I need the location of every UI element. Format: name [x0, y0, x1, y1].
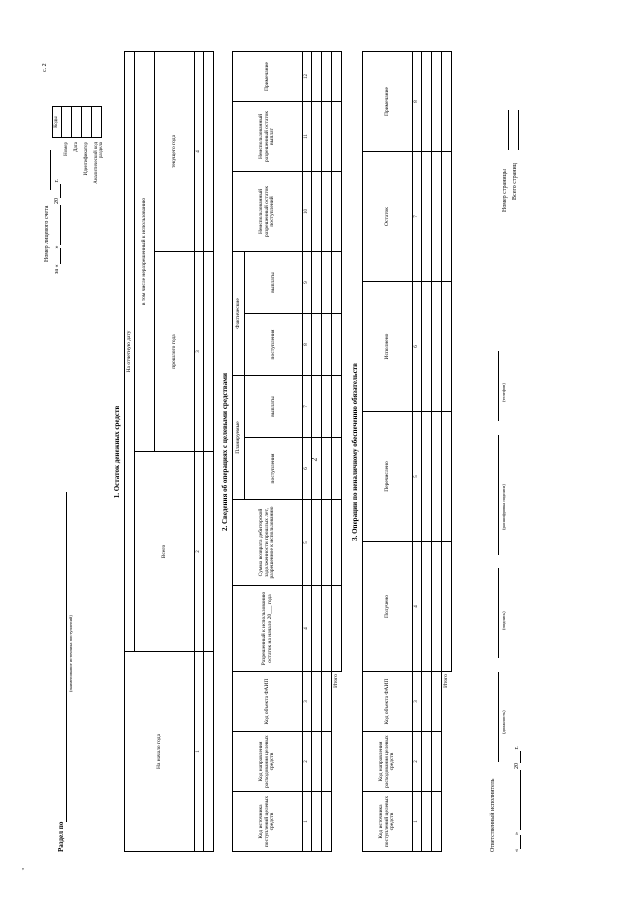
- s2-cell[interactable]: [322, 171, 332, 251]
- code-label-number: Номер: [64, 142, 69, 156]
- s2-cell[interactable]: [312, 500, 322, 586]
- section1-title: 1. Остаток денежных средств: [113, 405, 121, 499]
- code-label-id: Идентификатор: [84, 142, 89, 176]
- s3-num-6: 6: [413, 282, 422, 412]
- code-label-date: Дата: [74, 142, 79, 152]
- s2-total-cell[interactable]: [332, 500, 342, 586]
- year-line: [54, 184, 61, 198]
- s2-num-9: 9: [303, 251, 312, 313]
- code-label-analytic: Аналитический код раздела: [94, 142, 105, 184]
- section2-title: 2. Сведения об операциях с целевыми средствами: [221, 373, 229, 531]
- s2-num-7: 7: [303, 376, 312, 438]
- corner-mark: с. 2: [42, 63, 48, 72]
- s2-cell[interactable]: [312, 792, 322, 852]
- s3-num-5: 5: [413, 412, 422, 542]
- s3-cell[interactable]: [422, 792, 432, 852]
- s2-cell[interactable]: [312, 101, 322, 171]
- s2-h-note: Примечание: [233, 51, 303, 101]
- s2-cell[interactable]: [322, 376, 332, 438]
- section-label: Раздел по: [57, 821, 65, 852]
- s2-num-3: 3: [303, 672, 312, 732]
- caption-phone: (телефон): [501, 383, 506, 402]
- s2-total-cell[interactable]: [332, 314, 342, 376]
- s3-total-cell[interactable]: [442, 52, 452, 152]
- s3-h-direction: Код направления расходования целевых средств: [363, 732, 413, 792]
- footer-date-open: «: [514, 849, 520, 852]
- day-line: [54, 248, 61, 264]
- s3-num-2: 2: [413, 732, 422, 792]
- s2-cell[interactable]: [322, 51, 332, 101]
- s3-h-balance: Остаток: [363, 152, 413, 282]
- s2-total-cell[interactable]: [332, 101, 342, 171]
- s3-cell[interactable]: [432, 152, 442, 282]
- year-prefix: 20: [54, 197, 60, 204]
- s2-cell[interactable]: [322, 586, 332, 672]
- month-line: [54, 205, 61, 245]
- footer-day-line[interactable]: [514, 835, 521, 849]
- s2-total-cell[interactable]: [332, 438, 342, 500]
- s2-total-label: Итого: [332, 674, 339, 688]
- s2-h-source: Код источника поступлений целевых средств: [233, 792, 303, 852]
- s2-total-cell[interactable]: [332, 586, 342, 672]
- s2-cell[interactable]: [312, 586, 322, 672]
- s1-value-start[interactable]: [204, 652, 214, 852]
- s2-num-4: 4: [303, 586, 312, 672]
- code-cell-id[interactable]: [82, 107, 92, 138]
- s2-h-planned-income: поступления: [245, 438, 303, 500]
- s3-cell[interactable]: [422, 412, 432, 542]
- s3-num-4: 4: [413, 542, 422, 672]
- s3-num-3: 3: [413, 672, 422, 732]
- s2-h-actual: Фактические: [233, 251, 245, 375]
- code-cell-number[interactable]: [62, 107, 72, 138]
- s2-h-permitted: Разрешенный к использованию остаток на начало 20___ года: [233, 586, 303, 672]
- responsible-label: Ответственный исполнитель: [490, 778, 496, 852]
- section-name-line: [66, 492, 67, 822]
- s2-cell[interactable]: [322, 101, 332, 171]
- account-line: [50, 150, 51, 190]
- s1-col-start: На начало года: [125, 652, 195, 852]
- s2-h-unused-payments: Неиспользованный разрешенный остаток выплат: [233, 101, 303, 171]
- year-suffix: г.: [54, 179, 60, 183]
- date-line: [54, 179, 61, 274]
- s2-h-direction: Код направления расходования целевых средств: [233, 732, 303, 792]
- s2-h-return: Сумма возврата дебиторской задолженности прошлых лет, разрешенное к использованию: [233, 500, 303, 586]
- s3-cell[interactable]: [422, 542, 432, 672]
- s2-cell[interactable]: [322, 251, 332, 313]
- s3-h-note: Примечание: [363, 52, 413, 152]
- signature-lines: [492, 322, 499, 762]
- section1-table: [124, 51, 214, 852]
- s3-total-cell[interactable]: [442, 542, 452, 672]
- s2-cell[interactable]: [312, 672, 322, 732]
- caption-decode: (расшифровка подписи): [501, 484, 506, 530]
- section3-table: [362, 51, 452, 852]
- s3-cell[interactable]: [422, 282, 432, 412]
- s1-num-1: 1: [195, 652, 204, 852]
- s2-cell[interactable]: [309, 438, 322, 500]
- total-pages-line[interactable]: [518, 110, 519, 150]
- s3-num-8: 8: [413, 52, 422, 152]
- s3-h-faip: Код объекта ФАИП: [363, 672, 413, 732]
- date-mid: »: [54, 245, 60, 249]
- s1-num-4: 4: [195, 51, 204, 251]
- s2-num-5: 5: [303, 500, 312, 586]
- s3-cell[interactable]: [422, 732, 432, 792]
- caption-signature: (подпись): [501, 611, 506, 630]
- position-line[interactable]: [492, 672, 499, 762]
- s2-num-12: 12: [303, 51, 312, 101]
- s3-cell[interactable]: [432, 672, 442, 732]
- s2-cell[interactable]: [312, 314, 322, 376]
- s1-value-total[interactable]: [204, 452, 214, 652]
- s2-total-cell[interactable]: [332, 251, 342, 313]
- s3-h-transferred: Перечислено: [363, 412, 413, 542]
- s2-h-faip: Код объекта ФАИП: [233, 672, 303, 732]
- s3-cell[interactable]: [432, 542, 442, 672]
- s1-col-incl: в том числе неразрешенный к использованию: [135, 51, 155, 451]
- footer-year-line[interactable]: [514, 751, 521, 763]
- s2-cell[interactable]: [322, 672, 332, 732]
- s3-h-source: Код источника поступлений целевых средств: [363, 792, 413, 852]
- s2-num-2: 2: [303, 732, 312, 792]
- s3-h-received: Получено: [363, 542, 413, 672]
- s3-cell[interactable]: [432, 792, 442, 852]
- account-label: Номер лицевого счета: [44, 205, 50, 262]
- footer-month-line[interactable]: [514, 771, 521, 831]
- s3-cell[interactable]: [432, 52, 442, 152]
- s3-total-cell[interactable]: [442, 152, 452, 282]
- s1-value-prev[interactable]: [204, 252, 214, 452]
- s1-value-cur[interactable]: [204, 51, 214, 251]
- footer-year: 20: [514, 763, 520, 769]
- page-number: 2: [309, 457, 319, 462]
- s2-num-8: 8: [303, 314, 312, 376]
- s2-cell[interactable]: [322, 438, 332, 500]
- page-number-label: Номер страницы: [502, 169, 508, 212]
- signature-line[interactable]: [492, 569, 499, 659]
- s1-col-total: Всего: [135, 452, 195, 652]
- total-pages-label: Всего страниц: [512, 163, 518, 200]
- s2-cell[interactable]: [322, 314, 332, 376]
- s3-num-7: 7: [413, 152, 422, 282]
- s1-col-prev-year: прошлого года: [155, 252, 195, 452]
- code-cell-analytic[interactable]: [92, 107, 102, 138]
- s3-total-cell[interactable]: [442, 282, 452, 412]
- s1-num-2: 2: [195, 452, 204, 652]
- s3-total-label: Итого: [442, 674, 449, 688]
- s2-cell[interactable]: [322, 732, 332, 792]
- footer-date-close: »: [514, 832, 520, 835]
- s2-h-actual-income: поступления: [245, 314, 303, 376]
- s2-total-cell[interactable]: [332, 51, 342, 101]
- s2-cell[interactable]: [312, 51, 322, 101]
- rotated-form: [40, 42, 600, 862]
- s2-cell[interactable]: [312, 171, 322, 251]
- s3-cell[interactable]: [432, 732, 442, 792]
- s1-col-report-date: На отчетную дату: [125, 51, 135, 651]
- s3-num-1: 1: [413, 792, 422, 852]
- section-caption: (наименование источника поступлений): [68, 615, 73, 692]
- codes-title: Коды: [53, 107, 62, 138]
- s2-num-11: 11: [303, 101, 312, 171]
- section3-title: 3. Операции по неналичному обеспечению обязательств: [351, 363, 359, 541]
- s2-cell[interactable]: [312, 251, 322, 313]
- s1-num-3: 3: [195, 252, 204, 452]
- s2-h-actual-payments: выплаты: [245, 251, 303, 313]
- s2-h-planned: Планируемые: [233, 376, 245, 500]
- s1-col-cur-year: текущего года: [155, 51, 195, 251]
- s3-h-executed: Исполнено: [363, 282, 413, 412]
- code-labels: [64, 142, 104, 186]
- s2-cell[interactable]: [312, 732, 322, 792]
- margin-mark: ,: [22, 862, 24, 871]
- s2-num-1: 1: [303, 792, 312, 852]
- s2-cell[interactable]: [312, 376, 322, 438]
- codes-table: [52, 106, 102, 138]
- s3-cell[interactable]: [422, 152, 432, 282]
- caption-position: (должность): [501, 710, 506, 734]
- s2-cell[interactable]: [322, 500, 332, 586]
- s2-total-cell[interactable]: [332, 171, 342, 251]
- page-number-line[interactable]: [508, 110, 509, 150]
- footer-year-suffix: г.: [514, 746, 520, 750]
- s2-h-unused-income: Неиспользованный разрешенный остаток поступлений: [233, 171, 303, 251]
- s3-cell[interactable]: [422, 52, 432, 152]
- footer-date: [514, 746, 521, 852]
- s2-num-6: 6: [303, 438, 312, 500]
- s3-cell[interactable]: [432, 282, 442, 412]
- s2-h-planned-payments: выплаты: [245, 376, 303, 438]
- s2-cell[interactable]: [322, 792, 332, 852]
- s3-total-cell[interactable]: [442, 412, 452, 542]
- code-cell-date[interactable]: [72, 107, 82, 138]
- decode-line[interactable]: [492, 435, 499, 555]
- s3-cell[interactable]: [432, 412, 442, 542]
- section2-table: [232, 51, 342, 852]
- date-prefix: за «: [54, 264, 60, 274]
- s2-num-10: 10: [303, 171, 312, 251]
- s2-total-cell[interactable]: [332, 376, 342, 438]
- phone-line[interactable]: [492, 352, 499, 422]
- s3-cell[interactable]: [422, 672, 432, 732]
